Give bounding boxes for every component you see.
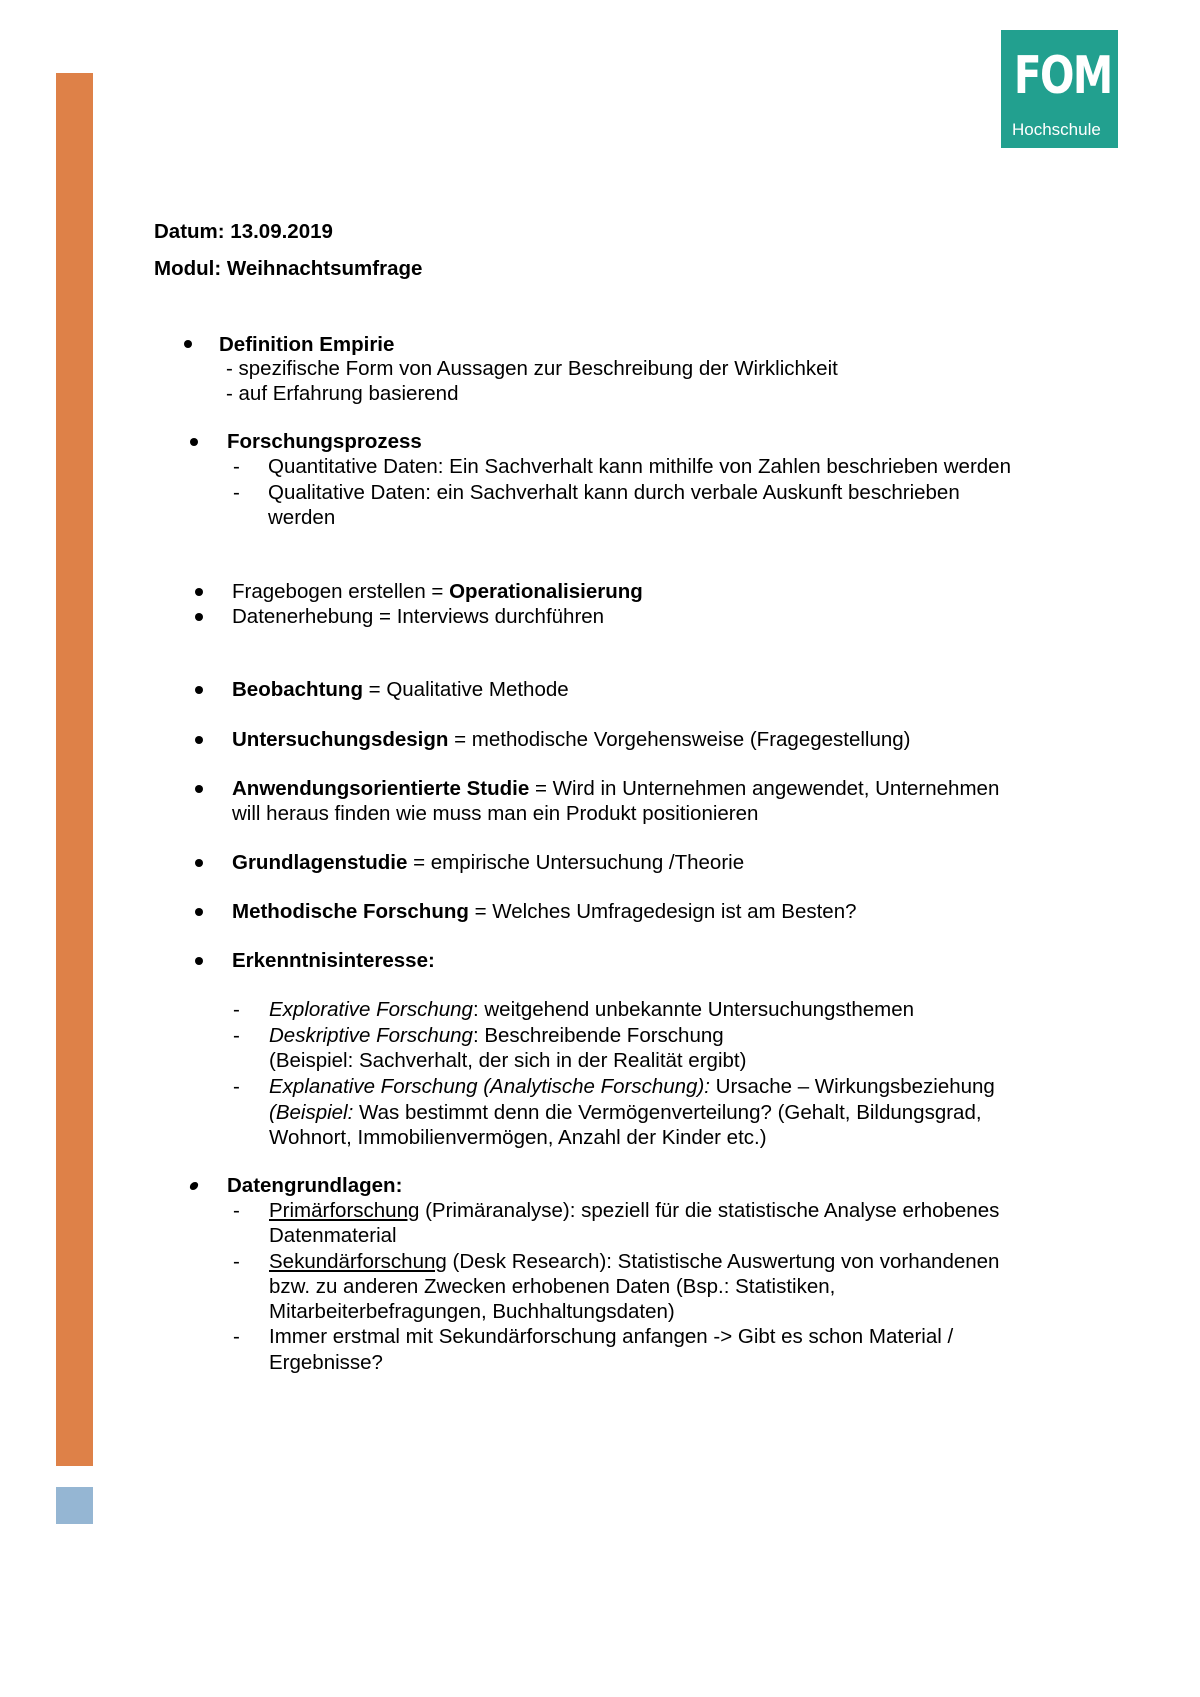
text-line: - spezifische Form von Aussagen zur Beschreibung der Wirklichkeit [226, 357, 838, 380]
italic-term: Explanative Forschung (Analytische Forschung): [269, 1075, 710, 1098]
dash-marker: - [233, 1199, 240, 1222]
section-title: Datengrundlagen: [227, 1174, 403, 1197]
text-line: - auf Erfahrung basierend [226, 382, 459, 405]
list-item: Datenerhebung = Interviews durchführen [232, 605, 605, 628]
bullet-icon [195, 613, 203, 621]
module-heading: Modul: Weihnachtsumfrage [154, 257, 423, 280]
bold-term: Beobachtung [232, 678, 363, 701]
list-item-continued: Wohnort, Immobilienvermögen, Anzahl der Kinder etc.) [269, 1126, 767, 1149]
bold-term: Grundlagenstudie [232, 851, 408, 874]
list-item-continued: (Beispiel: Sachverhalt, der sich in der Realität ergibt) [269, 1049, 747, 1072]
bullet-icon [195, 859, 203, 867]
dash-marker: - [233, 1250, 240, 1273]
dash-marker: - [233, 455, 240, 478]
bold-term: Methodische Forschung [232, 900, 469, 923]
text: = Wird in Unternehmen angewendet, Unternehmen [529, 777, 1000, 800]
section-title: Definition Empirie [219, 333, 395, 356]
list-item: Immer erstmal mit Sekundärforschung anfangen -> Gibt es schon Material / [269, 1325, 954, 1348]
list-item [269, 1074, 995, 1100]
list-item-continued: Mitarbeiterbefragungen, Buchhaltungsdaten) [269, 1300, 675, 1323]
list-item [232, 579, 643, 605]
bullet-icon [195, 908, 203, 916]
list-item [269, 1023, 724, 1049]
bullet-icon [195, 957, 203, 965]
list-item [232, 899, 857, 925]
bullet-icon [195, 736, 203, 744]
list-item [232, 727, 911, 753]
underlined-term: Sekundärforschung [269, 1250, 447, 1273]
text: = Qualitative Methode [362, 678, 569, 701]
text: (Desk Research): Statistische Auswertung von vorhandenen [446, 1250, 1000, 1273]
list-item: Quantitative Daten: Ein Sachverhalt kann mithilfe von Zahlen beschrieben werden [268, 455, 1011, 478]
text: (Primäranalyse): speziell für die statistische Analyse erhobenes [419, 1199, 1000, 1222]
list-item-continued [269, 1100, 982, 1126]
bold-term: Anwendungsorientierte Studie [232, 777, 530, 800]
dash-marker: - [233, 998, 240, 1021]
logo-subtext: Hochschule [1012, 120, 1101, 139]
dash-marker: - [233, 481, 240, 504]
text: Fragebogen erstellen = [232, 580, 450, 603]
date-heading: Datum: 13.09.2019 [154, 220, 333, 243]
bullet-icon [195, 686, 203, 694]
section-title: Forschungsprozess [227, 430, 422, 453]
bullet-icon [195, 588, 203, 596]
text: Ursache – Wirkungsbeziehung [709, 1075, 995, 1098]
text: : weitgehend unbekannte Untersuchungsthemen [472, 998, 915, 1021]
bold-term: Untersuchungsdesign [232, 728, 449, 751]
bullet-icon [189, 1182, 199, 1190]
text: = methodische Vorgehensweise (Fragegestellung) [448, 728, 911, 751]
decorative-orange-bar [56, 73, 93, 1466]
text: Was bestimmt denn die Vermögenverteilung? (Gehalt, Bildungsgrad, [353, 1101, 982, 1124]
bullet-icon [184, 340, 192, 348]
list-item-continued: werden [268, 506, 336, 529]
list-item [232, 677, 569, 703]
list-item [232, 776, 999, 802]
fom-logo [1001, 30, 1118, 148]
italic-term: (Beispiel: [269, 1101, 354, 1124]
dash-marker: - [233, 1075, 240, 1098]
text: : Beschreibende Forschung [472, 1024, 724, 1047]
list-item-continued: Ergebnisse? [269, 1351, 383, 1374]
italic-term: Deskriptive Forschung [269, 1024, 473, 1047]
italic-term: Explorative Forschung [269, 998, 473, 1021]
bullet-icon [195, 785, 203, 793]
list-item [269, 1198, 999, 1224]
list-item [269, 1249, 999, 1275]
list-item: Qualitative Daten: ein Sachverhalt kann durch verbale Auskunft beschrieben [268, 481, 960, 504]
bullet-icon [190, 438, 198, 446]
decorative-blue-square [56, 1487, 93, 1524]
text: = Welches Umfragedesign ist am Besten? [468, 900, 857, 923]
dash-marker: - [233, 1024, 240, 1047]
list-item-continued: bzw. zu anderen Zwecken erhobenen Daten (Bsp.: Statistiken, [269, 1275, 836, 1298]
bold-term: Operationalisierung [449, 580, 643, 603]
list-item [232, 850, 744, 876]
list-item-continued: Datenmaterial [269, 1224, 397, 1247]
logo-text: FOM [1013, 46, 1112, 106]
list-item-continued: will heraus finden wie muss man ein Produkt positionieren [232, 802, 759, 825]
underlined-term: Primärforschung [269, 1199, 420, 1222]
section-title: Erkenntnisinteresse: [232, 949, 435, 972]
dash-marker: - [233, 1325, 240, 1348]
text: = empirische Untersuchung /Theorie [407, 851, 745, 874]
list-item [269, 997, 914, 1023]
